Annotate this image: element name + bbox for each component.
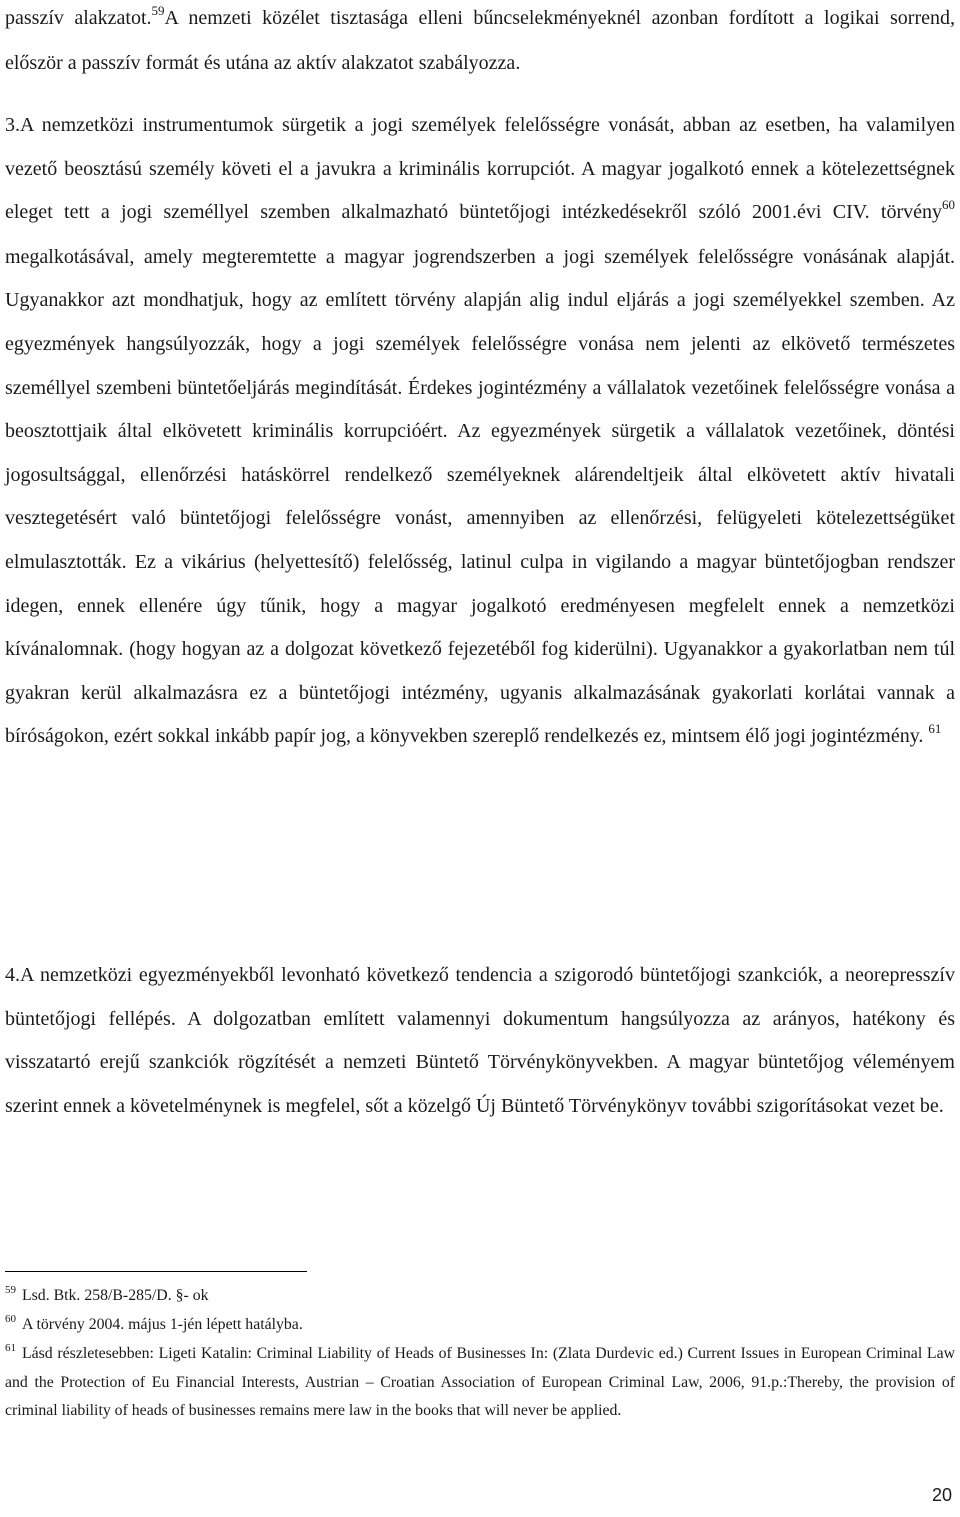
page-number: 20	[931, 1485, 952, 1505]
footnote-text: A törvény 2004. május 1-jén lépett hatályba.	[22, 1316, 303, 1333]
footnote-61	[5, 1340, 955, 1425]
paragraph-sanctions	[5, 954, 955, 1128]
footnote-text: Lsd. Btk. 258/B-285/D. §- ok	[22, 1287, 209, 1304]
footnote-number: 59	[5, 1284, 16, 1296]
footnote-ref-61: 61	[928, 721, 942, 737]
footnote-number: 60	[5, 1313, 16, 1325]
paragraph-passive-form	[5, 0, 955, 85]
paragraph-legal-persons	[5, 104, 955, 760]
footnote-separator	[5, 1271, 307, 1272]
paragraph-text: megalkotásával, amely megteremtette a magyar jogrendszerben a jogi személyek felelősségre vonásának alapját. Ugyanakkor azt mondhatjuk, hogy az említett törvény alapján alig indul eljárás a jogi személyekkel szemben. Az egyezmények hangsúlyozzák, hogy a jogi személyek felelősségre vonása nem jelenti az elkövető természetes személlyel szembeni büntetőeljárás megindítását. Érdekes jogintézmény a vállalatok vezetőinek felelősségre vonása a beosztottjaik által elkövetett kriminális korrupcióért. Az egyezmények sürgetik a vállalatok vezetőinek, döntési jogosultsággal, ellenőrzési hatáskörrel rendelkező személyeknek alárendeltjeik által elkövetett aktív hivatali vesztegetésért való büntetőjogi felelősségre vonást, amennyiben az ellenőrzési, felügyeleti kötelezettségüket elmulasztották. Ez a vikárius (helyettesítő) felelősség, latinul culpa in vigilando a magyar büntetőjogban rendszer idegen, ennek ellenére úgy tűnik, hogy a magyar jogalkotó eredményesen megfelelt ennek a nemzetközi kívánalomnak. (hogy hogyan az a dolgozat következő fejezetéből fog kiderülni). Ugyanakkor a gyakorlatban nem túl gyakran kerül alkalmazásra ez a büntetőjogi intézmény, ugyanis alkalmazásának gyakorlati korlátai vannak a bíróságokon, ezért sokkal inkább papír jog, a könyvekben szereplő rendelkezés ez, mintsem élő jogi jogintézmény.	[5, 245, 955, 748]
footnote-59	[5, 1282, 955, 1311]
footnotes	[5, 1282, 955, 1425]
paragraph-text: passzív alakzatot.	[5, 7, 152, 29]
footnote-ref-60: 60	[942, 197, 955, 213]
paragraph-text: 3.A nemzetközi instrumentumok sürgetik a jogi személyek felelősségre vonását, abban az esetben, ha valamilyen vezető beosztású személy követi el a javukra a kriminális korrupciót. A magyar jogalkotó ennek a kötelezettségnek eleget tett a jogi személlyel szemben alkalmazható büntetőjogi intézkedésekről szóló 2001.évi CIV. törvény	[5, 114, 955, 224]
footnote-60	[5, 1311, 955, 1340]
footnote-text: Lásd részletesebben: Ligeti Katalin: Criminal Liability of Heads of Businesses In: (Zlata Durdevic ed.) Current Issues in European Criminal Law and the Protection of Eu Financial Interests, Austrian – Croatian Association of European Criminal Law, 2006, 91.p.:Thereby, the provision of criminal liability of heads of businesses remains mere law in the books that will never be applied.	[5, 1345, 955, 1419]
paragraph-text: 4.A nemzetközi egyezményekből levonható következő tendencia a szigorodó büntetőjogi szankciók, a neorepresszív büntetőjogi fellépés. A dolgozatban említett valamennyi dokumentum hangsúlyozza az arányos, hatékony és visszatartó erejű szankciók rögzítését a nemzeti Büntető Törvénykönyvekben. A magyar büntetőjog véleményem szerint ennek a követelménynek is megfelel, sőt a közelgő Új Büntető Törvénykönyv további szigorításokat vezet be.	[5, 964, 955, 1117]
footnote-ref-59: 59	[151, 3, 165, 18]
document-page	[5, 0, 955, 1517]
footnote-number: 61	[5, 1342, 16, 1354]
paragraph-text: A nemzeti közélet tisztasága elleni bűncselekményeknél azonban fordított a logikai sorrend, először a passzív formát és utána az aktív alakzatot szabályozza.	[5, 7, 955, 74]
